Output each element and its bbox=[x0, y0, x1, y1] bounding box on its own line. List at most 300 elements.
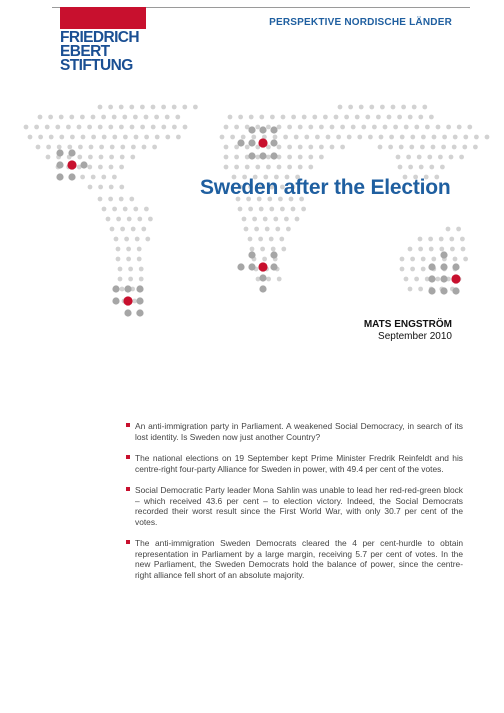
map-dot bbox=[298, 145, 303, 150]
map-dot bbox=[131, 227, 136, 232]
map-dot bbox=[279, 237, 284, 242]
map-dot bbox=[452, 263, 459, 270]
map-dot bbox=[440, 263, 447, 270]
map-dot bbox=[56, 161, 63, 168]
bullet-marker bbox=[126, 540, 130, 544]
map-dot bbox=[234, 155, 239, 160]
summary-bullets bbox=[126, 421, 463, 591]
map-dot bbox=[298, 155, 303, 160]
map-dot bbox=[427, 155, 432, 160]
map-dot bbox=[119, 165, 124, 170]
map-dot bbox=[418, 287, 423, 292]
map-dot bbox=[315, 135, 320, 140]
map-dot bbox=[237, 263, 244, 270]
map-dot bbox=[172, 105, 177, 110]
map-dot bbox=[91, 115, 96, 120]
map-dot bbox=[406, 155, 411, 160]
document-title: Sweden after the Election bbox=[200, 176, 451, 199]
map-dot bbox=[344, 115, 349, 120]
map-dot bbox=[467, 125, 472, 130]
map-dot bbox=[383, 125, 388, 130]
map-dot bbox=[224, 145, 229, 150]
map-dot bbox=[418, 247, 423, 252]
map-dot bbox=[114, 237, 119, 242]
map-dot bbox=[255, 165, 260, 170]
map-dot bbox=[259, 115, 264, 120]
map-dot bbox=[87, 165, 92, 170]
map-dot bbox=[248, 152, 255, 159]
map-dot bbox=[140, 125, 145, 130]
bullet-text: Social Democratic Party leader Mona Sahlin was unable to lead her red-red-green block – which received 43.6 per cent – to election victory. Indeed, the Social Democrats recorded their worst result since the First World War, with only 30.7 per cent of the votes. bbox=[135, 485, 463, 527]
map-dot bbox=[284, 217, 289, 222]
map-dot bbox=[249, 115, 254, 120]
map-dot bbox=[266, 277, 271, 282]
map-dot bbox=[440, 165, 445, 170]
map-dot bbox=[459, 155, 464, 160]
map-dot bbox=[436, 125, 441, 130]
map-dot bbox=[308, 165, 313, 170]
map-dot bbox=[273, 217, 278, 222]
map-dot bbox=[281, 247, 286, 252]
map-dot bbox=[439, 247, 444, 252]
map-dot bbox=[119, 185, 124, 190]
map-dot bbox=[183, 125, 188, 130]
map-dot bbox=[120, 155, 125, 160]
map-dot bbox=[118, 277, 123, 282]
map-dot bbox=[460, 237, 465, 242]
map-dot bbox=[266, 165, 271, 170]
map-dot bbox=[280, 207, 285, 212]
map-dot bbox=[308, 155, 313, 160]
map-dot bbox=[485, 135, 490, 140]
map-dot bbox=[241, 135, 246, 140]
map-dot bbox=[248, 263, 255, 270]
map-dot bbox=[418, 237, 423, 242]
map-dot bbox=[133, 115, 138, 120]
map-dot bbox=[294, 135, 299, 140]
map-dot bbox=[120, 145, 125, 150]
map-dot bbox=[419, 165, 424, 170]
map-dot bbox=[123, 207, 128, 212]
map-dot bbox=[132, 299, 137, 304]
map-dot bbox=[440, 287, 447, 294]
map-dot bbox=[112, 135, 117, 140]
map-dot bbox=[298, 165, 303, 170]
map-dot bbox=[46, 155, 51, 160]
map-highlight-dot bbox=[451, 274, 460, 283]
map-dot bbox=[273, 135, 278, 140]
map-dot bbox=[108, 197, 113, 202]
map-dot bbox=[124, 285, 131, 292]
map-dot bbox=[255, 125, 260, 130]
map-dot bbox=[120, 227, 125, 232]
map-dot bbox=[245, 165, 250, 170]
map-dot bbox=[98, 197, 103, 202]
map-dot bbox=[49, 135, 54, 140]
map-dot bbox=[270, 115, 275, 120]
map-dot bbox=[251, 135, 256, 140]
map-dot bbox=[429, 165, 434, 170]
map-dot bbox=[372, 125, 377, 130]
map-dot bbox=[175, 115, 180, 120]
map-dot bbox=[442, 135, 447, 140]
map-dot bbox=[144, 207, 149, 212]
map-dot bbox=[308, 145, 313, 150]
map-dot bbox=[428, 263, 435, 270]
map-dot bbox=[259, 285, 266, 292]
bullet-text: An anti-immigration party in Parliament. A weakened Social Democracy, in search of its lost identity. Is Sweden now just another Country? bbox=[135, 421, 463, 442]
bullet-text: The anti-immigration Sweden Democrats cleared the 4 per cent-hurdle to obtain representation in Parliament by a large margin, receiving 5.7 per cent of votes. In the new Parliament, the Sweden Democrats hold the balance of power, since the centre-right alliance fell short of an absolute majority. bbox=[135, 538, 463, 580]
map-dot bbox=[421, 135, 426, 140]
map-dot bbox=[312, 115, 317, 120]
map-dot bbox=[421, 257, 426, 262]
map-dot bbox=[260, 247, 265, 252]
map-dot bbox=[334, 115, 339, 120]
map-dot bbox=[136, 309, 143, 316]
map-dot bbox=[286, 227, 291, 232]
map-dot bbox=[432, 135, 437, 140]
map-dot bbox=[410, 267, 415, 272]
map-dot bbox=[118, 267, 123, 272]
map-dot bbox=[308, 125, 313, 130]
map-dot bbox=[340, 125, 345, 130]
map-dot bbox=[351, 125, 356, 130]
map-dot bbox=[46, 145, 51, 150]
map-dot bbox=[275, 227, 280, 232]
map-dot bbox=[295, 217, 300, 222]
map-dot bbox=[151, 105, 156, 110]
map-dot bbox=[116, 247, 121, 252]
map-dot bbox=[142, 145, 147, 150]
map-dot bbox=[244, 227, 249, 232]
map-dot bbox=[144, 135, 149, 140]
map-dot bbox=[152, 145, 157, 150]
map-dot bbox=[408, 115, 413, 120]
map-dot bbox=[98, 185, 103, 190]
map-dot bbox=[361, 125, 366, 130]
map-dot bbox=[129, 105, 134, 110]
map-highlight-dot bbox=[258, 138, 267, 147]
map-dot bbox=[287, 155, 292, 160]
map-dot bbox=[259, 207, 264, 212]
map-dot bbox=[369, 105, 374, 110]
map-dot bbox=[140, 105, 145, 110]
map-dot bbox=[414, 277, 419, 282]
map-dot bbox=[388, 145, 393, 150]
map-dot bbox=[452, 145, 457, 150]
map-dot bbox=[98, 125, 103, 130]
map-dot bbox=[368, 135, 373, 140]
map-dot bbox=[431, 145, 436, 150]
map-dot bbox=[336, 135, 341, 140]
logo-red-bar bbox=[60, 7, 146, 29]
map-dot bbox=[269, 207, 274, 212]
map-dot bbox=[136, 297, 143, 304]
map-dot bbox=[77, 125, 82, 130]
map-dot bbox=[441, 145, 446, 150]
map-dot bbox=[128, 277, 133, 282]
summary-bullet bbox=[126, 538, 463, 580]
summary-bullet bbox=[126, 421, 463, 442]
map-dot bbox=[400, 135, 405, 140]
map-dot bbox=[69, 115, 74, 120]
map-dot bbox=[404, 125, 409, 130]
map-dot bbox=[319, 155, 324, 160]
map-dot bbox=[462, 145, 467, 150]
map-dot bbox=[130, 155, 135, 160]
map-dot bbox=[248, 126, 255, 133]
map-dot bbox=[109, 155, 114, 160]
map-dot bbox=[130, 125, 135, 130]
map-dot bbox=[112, 175, 117, 180]
map-dot bbox=[133, 207, 138, 212]
map-dot bbox=[88, 185, 93, 190]
map-dot bbox=[330, 145, 335, 150]
map-dot bbox=[242, 217, 247, 222]
map-dot bbox=[266, 155, 271, 160]
map-dot bbox=[428, 237, 433, 242]
map-dot bbox=[131, 145, 136, 150]
map-dot bbox=[48, 115, 53, 120]
map-dot bbox=[228, 115, 233, 120]
map-dot bbox=[116, 257, 121, 262]
map-dot bbox=[38, 135, 43, 140]
map-dot bbox=[224, 165, 229, 170]
map-dot bbox=[91, 135, 96, 140]
map-dot bbox=[301, 207, 306, 212]
map-dot bbox=[230, 135, 235, 140]
map-dot bbox=[409, 145, 414, 150]
map-dot bbox=[291, 207, 296, 212]
map-dot bbox=[119, 125, 124, 130]
publication-date: September 2010 bbox=[378, 331, 452, 342]
map-dot bbox=[463, 135, 468, 140]
map-dot bbox=[440, 251, 447, 258]
map-dot bbox=[124, 237, 129, 242]
map-dot bbox=[340, 145, 345, 150]
dotted-world-map bbox=[0, 95, 504, 325]
map-dot bbox=[400, 267, 405, 272]
map-dot bbox=[124, 309, 131, 316]
map-dot bbox=[259, 126, 266, 133]
map-dot bbox=[99, 155, 104, 160]
map-dot bbox=[110, 227, 115, 232]
map-dot bbox=[428, 275, 435, 282]
map-dot bbox=[404, 277, 409, 282]
map-dot bbox=[70, 135, 75, 140]
map-dot bbox=[137, 257, 142, 262]
map-highlight-dot bbox=[258, 262, 267, 271]
map-dot bbox=[161, 105, 166, 110]
map-dot bbox=[78, 145, 83, 150]
map-dot bbox=[137, 247, 142, 252]
map-dot bbox=[148, 217, 153, 222]
map-dot bbox=[112, 297, 119, 304]
map-dot bbox=[59, 115, 64, 120]
map-dot bbox=[165, 115, 170, 120]
map-dot bbox=[234, 125, 239, 130]
map-dot bbox=[80, 161, 87, 168]
map-dot bbox=[408, 287, 413, 292]
map-dot bbox=[376, 115, 381, 120]
map-highlight-dot bbox=[123, 296, 132, 305]
map-dot bbox=[122, 115, 127, 120]
map-dot bbox=[435, 277, 440, 282]
map-dot bbox=[270, 152, 277, 159]
map-dot bbox=[287, 125, 292, 130]
map-dot bbox=[248, 237, 253, 242]
map-dot bbox=[57, 145, 62, 150]
map-dot bbox=[120, 287, 125, 292]
map-dot bbox=[176, 135, 181, 140]
map-dot bbox=[193, 105, 198, 110]
map-dot bbox=[410, 257, 415, 262]
map-dot bbox=[245, 145, 250, 150]
map-dot bbox=[428, 287, 435, 294]
map-dot bbox=[378, 145, 383, 150]
map-dot bbox=[89, 145, 94, 150]
map-dot bbox=[139, 277, 144, 282]
map-dot bbox=[59, 135, 64, 140]
map-dot bbox=[463, 257, 468, 262]
logo-wordmark bbox=[60, 31, 146, 73]
map-dot bbox=[101, 175, 106, 180]
map-dot bbox=[145, 237, 150, 242]
map-dot bbox=[123, 135, 128, 140]
map-dot bbox=[141, 227, 146, 232]
map-dot bbox=[165, 135, 170, 140]
map-dot bbox=[270, 263, 277, 270]
map-dot bbox=[98, 105, 103, 110]
map-dot bbox=[277, 165, 282, 170]
map-dot bbox=[98, 165, 103, 170]
map-dot bbox=[36, 145, 41, 150]
map-dot bbox=[357, 135, 362, 140]
map-dot bbox=[119, 197, 124, 202]
map-dot bbox=[304, 135, 309, 140]
map-dot bbox=[348, 105, 353, 110]
map-dot bbox=[281, 115, 286, 120]
map-dot bbox=[112, 285, 119, 292]
map-dot bbox=[116, 217, 121, 222]
map-dot bbox=[391, 105, 396, 110]
map-dot bbox=[151, 125, 156, 130]
map-dot bbox=[129, 197, 134, 202]
map-dot bbox=[224, 155, 229, 160]
map-dot bbox=[108, 125, 113, 130]
logo-line-2: EBERT bbox=[60, 43, 110, 60]
series-title: PERSPEKTIVE NORDISCHE LÄNDER bbox=[269, 17, 452, 28]
map-dot bbox=[326, 135, 331, 140]
map-dot bbox=[28, 135, 33, 140]
map-dot bbox=[87, 125, 92, 130]
map-dot bbox=[34, 125, 39, 130]
map-dot bbox=[66, 125, 71, 130]
map-dot bbox=[396, 155, 401, 160]
map-dot bbox=[347, 135, 352, 140]
map-dot bbox=[270, 251, 277, 258]
bullet-marker bbox=[126, 423, 130, 427]
map-dot bbox=[220, 135, 225, 140]
map-dot bbox=[412, 105, 417, 110]
map-dot bbox=[106, 217, 111, 222]
map-dot bbox=[323, 115, 328, 120]
map-dot bbox=[254, 227, 259, 232]
map-dot bbox=[291, 115, 296, 120]
map-dot bbox=[68, 149, 75, 156]
map-dot bbox=[449, 237, 454, 242]
map-dot bbox=[473, 145, 478, 150]
map-dot bbox=[55, 125, 60, 130]
map-dot bbox=[408, 165, 413, 170]
map-dot bbox=[269, 237, 274, 242]
map-dot bbox=[109, 185, 114, 190]
map-dot bbox=[238, 115, 243, 120]
map-dot bbox=[172, 125, 177, 130]
bullet-marker bbox=[126, 487, 130, 491]
map-dot bbox=[102, 135, 107, 140]
map-dot bbox=[450, 247, 455, 252]
map-dot bbox=[56, 173, 63, 180]
map-dot bbox=[135, 237, 140, 242]
map-dot bbox=[453, 257, 458, 262]
map-dot bbox=[271, 247, 276, 252]
map-dot bbox=[449, 155, 454, 160]
map-dot bbox=[330, 125, 335, 130]
map-dot bbox=[248, 207, 253, 212]
map-dot bbox=[258, 237, 263, 242]
map-dot bbox=[298, 125, 303, 130]
map-dot bbox=[265, 227, 270, 232]
map-dot bbox=[67, 145, 72, 150]
map-dot bbox=[287, 165, 292, 170]
map-dot bbox=[338, 105, 343, 110]
map-dot bbox=[401, 105, 406, 110]
map-dot bbox=[80, 175, 85, 180]
map-dot bbox=[88, 155, 93, 160]
map-dot bbox=[137, 217, 142, 222]
map-dot bbox=[234, 165, 239, 170]
map-dot bbox=[56, 149, 63, 156]
map-dot bbox=[379, 135, 384, 140]
map-dot bbox=[418, 115, 423, 120]
map-dot bbox=[112, 207, 117, 212]
map-dot bbox=[136, 285, 143, 292]
map-dot bbox=[439, 237, 444, 242]
map-dot bbox=[109, 165, 114, 170]
map-highlight-dot bbox=[67, 160, 76, 169]
map-dot bbox=[456, 227, 461, 232]
map-dot bbox=[80, 115, 85, 120]
map-dot bbox=[38, 115, 43, 120]
map-dot bbox=[248, 251, 255, 258]
map-dot bbox=[250, 247, 255, 252]
map-dot bbox=[431, 257, 436, 262]
map-dot bbox=[398, 165, 403, 170]
map-dot bbox=[262, 257, 267, 262]
bullet-text: The national elections on 19 September kept Prime Minister Fredrik Reinfeldt and his centre-right four-party Alliance for Sweden in power, with 49.4 per cent of the votes. bbox=[135, 453, 463, 474]
logo-line-3: STIFTUNG bbox=[60, 57, 133, 74]
map-dot bbox=[126, 247, 131, 252]
map-dot bbox=[387, 115, 392, 120]
map-dot bbox=[355, 115, 360, 120]
map-dot bbox=[397, 115, 402, 120]
map-dot bbox=[319, 145, 324, 150]
map-dot bbox=[270, 139, 277, 146]
map-dot bbox=[452, 287, 459, 294]
map-dot bbox=[319, 125, 324, 130]
map-dot bbox=[81, 135, 86, 140]
